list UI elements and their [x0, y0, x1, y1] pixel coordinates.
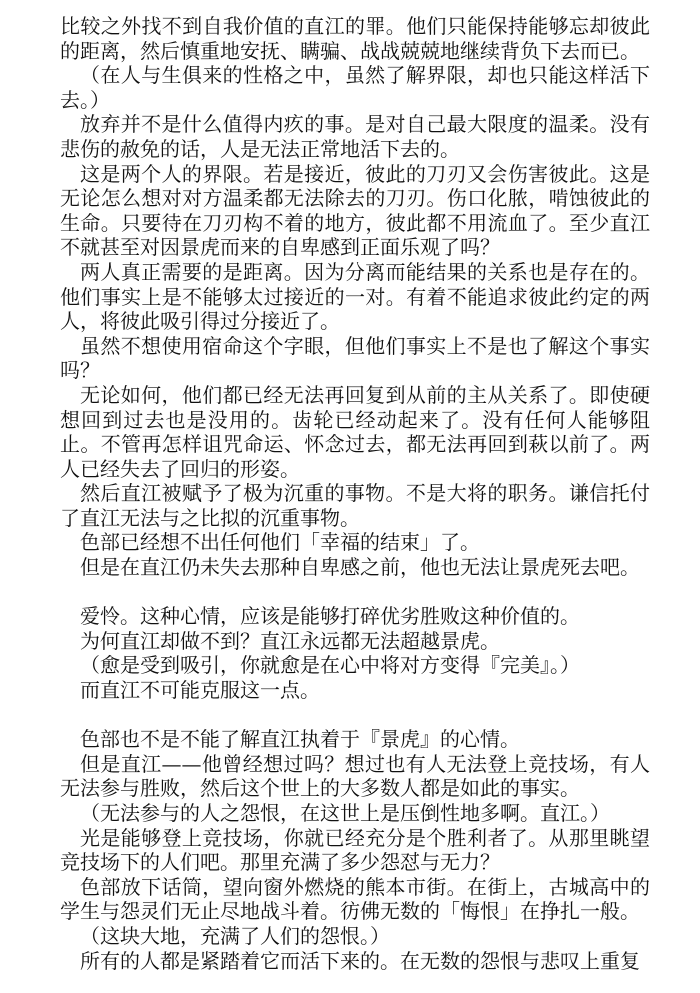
paragraph: 爱怜。这种心情，应该是能够打碎优劣胜败这种价值的。: [80, 604, 580, 629]
paragraph: 这是两个人的界限。若是接近，彼此的刀刃又会伤害彼此。这是无论怎么想对对方温柔都无法除去的刀刃。伤口化脓，啃蚀彼此的生命。只要待在刀刃构不着的地方，彼此都不用流血了。至少直江不就甚至对因景虎而来的自卑感到正面乐观了吗？: [60, 161, 650, 260]
paragraph: 而直江不可能克服这一点。: [80, 678, 320, 703]
paragraph: （这块大地，充满了人们的怨恨。）: [80, 923, 390, 948]
paragraph: （愈是受到吸引，你就愈是在心中将对方变得『完美』。）: [80, 653, 580, 678]
paragraph: 为何直江却做不到？直江永远都无法超越景虎。: [80, 628, 500, 653]
paragraph: 虽然不想使用宿命这个字眼，但他们事实上不是也了解这个事实吗？: [60, 333, 650, 383]
paragraph: 色部已经想不出任何他们「幸福的结束」了。: [80, 530, 480, 555]
paragraph: 放弃并不是什么值得内疚的事。是对自己最大限度的温柔。没有悲伤的赦免的话，人是无法正常地活下去的。: [60, 112, 650, 161]
paragraph: 但是在直江仍未失去那种自卑感之前，他也无法让景虎死去吧。: [80, 555, 640, 580]
paragraph: 所有的人都是紧踏着它而活下来的。在无数的怨恨与悲叹上重复: [80, 948, 640, 973]
blank-line: [60, 580, 650, 605]
paragraph: 两人真正需要的是距离。因为分离而能结果的关系也是存在的。他们事实上是不能够太过接近的一对。有着不能追求彼此约定的两人，将彼此吸引得过分接近了。: [60, 259, 650, 334]
paragraph: 光是能够登上竞技场，你就已经充分是个胜利者了。从那里眺望竞技场下的人们吧。那里充满了多少怨怼与无力？: [60, 825, 650, 875]
paragraph: （无法参与的人之怨恨，在这世上是压倒性地多啊。直江。）: [80, 801, 610, 825]
blank-line: [60, 703, 650, 728]
paragraph: 色部放下话筒，望向窗外燃烧的熊本市街。在街上，古城高中的学生与怨灵们无止尽地战斗着。彷佛无数的「悔恨」在挣扎一般。: [60, 874, 650, 924]
paragraph: 比较之外找不到自我价值的直江的罪。他们只能保持能够忘却彼此的距离，然后慎重地安抚、瞒骗、战战兢兢地继续背负下去而已。: [60, 14, 650, 63]
paragraph: 然后直江被赋予了极为沉重的事物。不是大将的职务。谦信托付了直江无法与之比拟的沉重事物。: [60, 481, 650, 530]
paragraph: 无论如何，他们都已经无法再回复到从前的主从关系了。即使硬想回到过去也是没用的。齿轮已经动起来了。没有任何人能够阻止。不管再怎样诅咒命运、怀念过去，都无法再回到萩以前了。两人已经失去了回归的形姿。: [60, 382, 650, 481]
paragraph: 色部也不是不能了解直江执着于『景虎』的心情。: [80, 727, 520, 752]
document-body: [60, 14, 650, 973]
paragraph: （在人与生俱来的性格之中，虽然了解界限，却也只能这样活下去。）: [60, 63, 650, 112]
paragraph: 但是直江——他曾经想过吗？想过也有人无法登上竞技场，有人无法参与胜败，然后这个世上的大多数人都是如此的事实。: [60, 751, 650, 801]
